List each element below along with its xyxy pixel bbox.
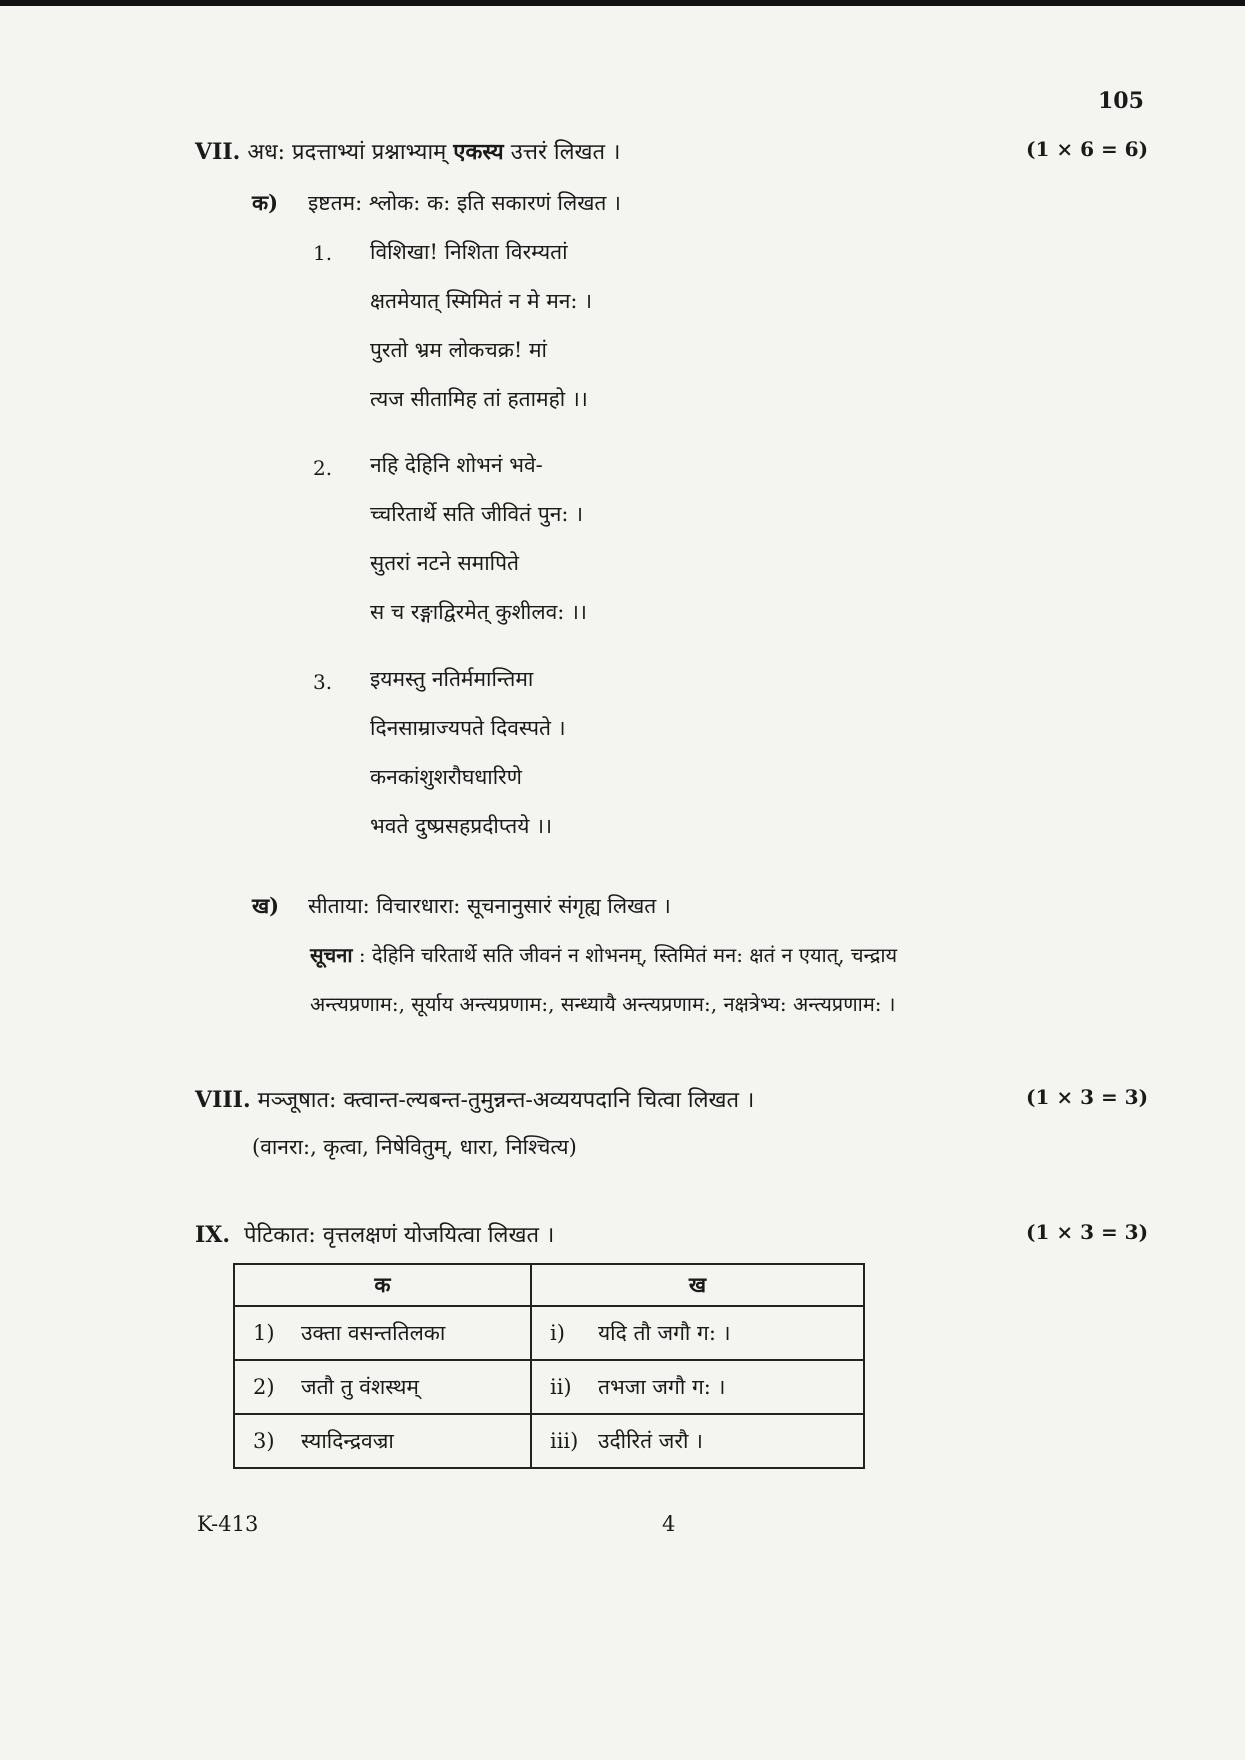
- question-7a-text: इष्टतम: श्लोक: क: इति सकारणं लिखत ।: [308, 191, 622, 215]
- verse-1-line-2: क्षतमेयात् स्मिमितं न मे मन: ।: [370, 289, 593, 313]
- question-7b-note-line-2: अन्त्यप्रणाम:, सूर्याय अन्त्यप्रणाम:, सन्ध्यायै अन्त्यप्रणाम:, नक्षत्रेभ्य: अन्त्यप्रणाम: ।: [310, 992, 896, 1016]
- row-number: 2): [253, 1375, 275, 1399]
- cell-text: यदि तौ जगौ ग: ।: [598, 1321, 731, 1345]
- question-7-number: VII.: [195, 139, 241, 165]
- verse-3-line-2: दिनसाम्राज्यपते दिवस्पते ।: [370, 716, 566, 740]
- question-7a: [252, 189, 621, 217]
- question-8-marks: (1 × 3 = 3): [1026, 1085, 1149, 1109]
- table-row: [234, 1414, 864, 1468]
- table-cell-a: [234, 1306, 531, 1360]
- question-8-number: VIII.: [195, 1087, 251, 1113]
- table-header-row: [234, 1264, 864, 1306]
- question-7b-label: ख): [252, 893, 280, 918]
- question-9-number: IX.: [195, 1222, 231, 1248]
- row-number: 1): [253, 1321, 275, 1345]
- table-cell-b: [531, 1306, 864, 1360]
- verse-3-line-3: कनकांशुशरौघधारिणे: [370, 765, 522, 789]
- paper-code: K-413: [197, 1512, 259, 1536]
- table-row: [234, 1306, 864, 1360]
- verse-1-number: 1.: [313, 241, 333, 265]
- question-7-prefix: अध: प्रदत्ताभ्यां प्रश्नाभ्याम्: [247, 140, 447, 165]
- note-label: सूचना: [310, 943, 353, 967]
- table-row: [234, 1360, 864, 1414]
- question-7-emphasis: एकस्य: [453, 139, 504, 165]
- question-7-marks: (1 × 6 = 6): [1026, 137, 1149, 161]
- note-text-1: : देहिनि चरितार्थे सति जीवनं न शोभनम्, स्तिमितं मन: क्षतं न एयात्, चन्द्राय: [358, 943, 898, 967]
- verse-2-line-1: नहि देहिनि शोभनं भवे-: [370, 453, 543, 477]
- column-header-ka: क: [234, 1264, 531, 1306]
- row-number: iii): [550, 1429, 579, 1453]
- cell-text: जतौ तु वंशस्थम्: [301, 1375, 419, 1399]
- question-9-text: पेटिकात: वृत्तलक्षणं योजयित्वा लिखत ।: [244, 1223, 555, 1248]
- cell-text: स्यादिन्द्रवज्रा: [301, 1429, 394, 1453]
- question-8-options: (वानरा:, कृत्वा, निषेवितुम्, धारा, निश्चित्य): [252, 1135, 577, 1159]
- question-8-heading: [195, 1084, 754, 1114]
- verse-2-number: 2.: [313, 456, 333, 480]
- table-cell-b: [531, 1360, 864, 1414]
- matching-table: [233, 1263, 865, 1469]
- verse-2-line-3: सुतरां नटने समापिते: [370, 551, 519, 575]
- verse-2-line-2: च्चरितार्थे सति जीवितं पुन: ।: [370, 502, 584, 526]
- footer-page-number: 4: [662, 1512, 676, 1536]
- question-7-suffix: उत्तरं लिखत ।: [510, 140, 621, 165]
- question-7b-text: सीताया: विचारधारा: सूचनानुसारं संगृह्य लिखत ।: [308, 894, 671, 918]
- table-cell-a: [234, 1414, 531, 1468]
- page-number: 105: [1098, 88, 1144, 114]
- verse-3-line-4: भवते दुष्प्रसहप्रदीप्तये ।।: [370, 814, 553, 838]
- row-number: ii): [550, 1375, 572, 1399]
- verse-3-line-1: इयमस्तु नतिर्ममान्तिमा: [370, 667, 534, 691]
- verse-1-line-3: पुरतो भ्रम लोकचक्र! मां: [370, 338, 547, 362]
- table-cell-a: [234, 1360, 531, 1414]
- table-cell-b: [531, 1414, 864, 1468]
- cell-text: तभजा जगौ ग: ।: [598, 1375, 726, 1399]
- question-7b: [252, 892, 671, 920]
- verse-2-line-4: स च रङ्गाद्विरमेत् कुशीलव: ।।: [370, 600, 587, 624]
- question-7a-label: क): [252, 190, 279, 215]
- question-9-heading: [195, 1219, 554, 1249]
- cell-text: उदीरितं जरौ ।: [598, 1429, 704, 1453]
- verse-1-line-1: विशिखा! निशिता विरम्यतां: [370, 240, 568, 264]
- cell-text: उक्ता वसन्ततिलका: [301, 1321, 446, 1345]
- question-9-marks: (1 × 3 = 3): [1026, 1220, 1149, 1244]
- scan-top-border: [0, 0, 1245, 6]
- row-number: i): [550, 1321, 565, 1345]
- verse-3-number: 3.: [313, 670, 333, 694]
- column-header-kha: ख: [531, 1264, 864, 1306]
- question-8-text: मञ्जूषात: क्त्वान्त-ल्यबन्त-तुमुन्नन्त-अव्ययपदानि चित्वा लिखत ।: [257, 1088, 755, 1113]
- row-number: 3): [253, 1429, 275, 1453]
- verse-1-line-4: त्यज सीतामिह तां हतामहो ।।: [370, 387, 588, 411]
- question-7b-note-line-1: [310, 941, 897, 968]
- question-7-heading: [195, 136, 620, 166]
